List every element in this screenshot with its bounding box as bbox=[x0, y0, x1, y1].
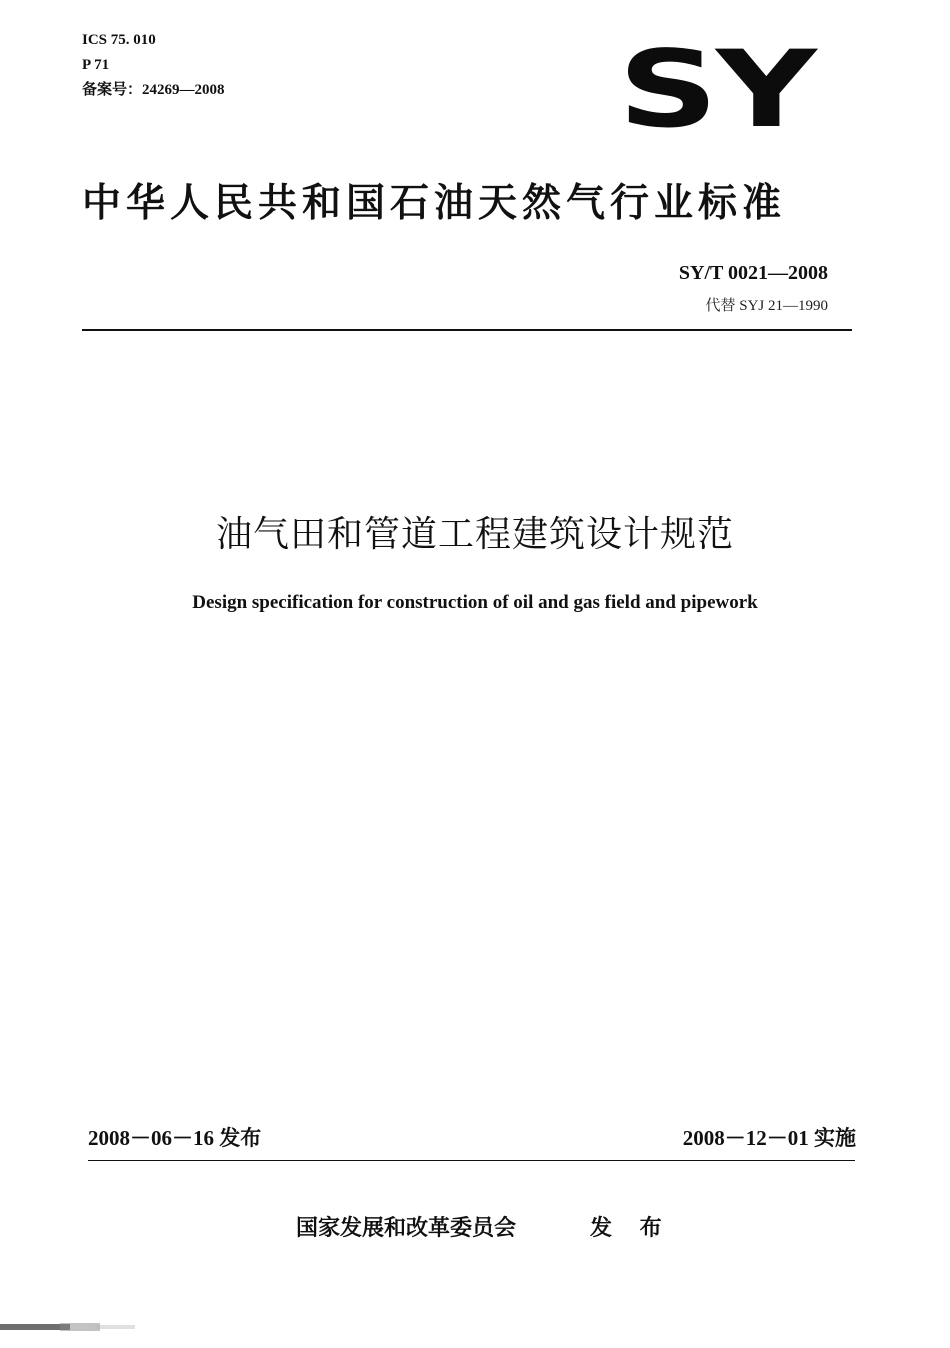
publisher-name: 国家发展和改革委员会 bbox=[296, 1216, 517, 1241]
implementation-date: 2008－12－01 实施 bbox=[682, 1126, 856, 1150]
document-title-cn: 油气田和管道工程建筑设计规范 bbox=[215, 514, 734, 555]
top-divider bbox=[82, 329, 852, 331]
record-number: 备案号：24269—2008 bbox=[82, 82, 225, 98]
standard-number: SY/T 0021—2008 bbox=[678, 262, 828, 284]
bottom-divider bbox=[88, 1160, 855, 1161]
ccs-code: P 71 bbox=[82, 57, 110, 73]
ics-code: ICS 75. 010 bbox=[82, 32, 156, 48]
issue-date: 2008－06－16 发布 bbox=[88, 1126, 262, 1150]
publish-action: 发 布 bbox=[590, 1216, 672, 1241]
replaces-standard: 代替 SYJ 21—1990 bbox=[705, 298, 828, 314]
industry-standard-title: 中华人民共和国石油天然气行业标准 bbox=[82, 181, 787, 226]
classification-codes bbox=[82, 28, 225, 103]
document-title-en: Design specification for construction of oil and gas field and pipework bbox=[192, 592, 758, 613]
sy-logo: SY bbox=[618, 27, 815, 152]
scan-artifact bbox=[0, 1320, 140, 1336]
